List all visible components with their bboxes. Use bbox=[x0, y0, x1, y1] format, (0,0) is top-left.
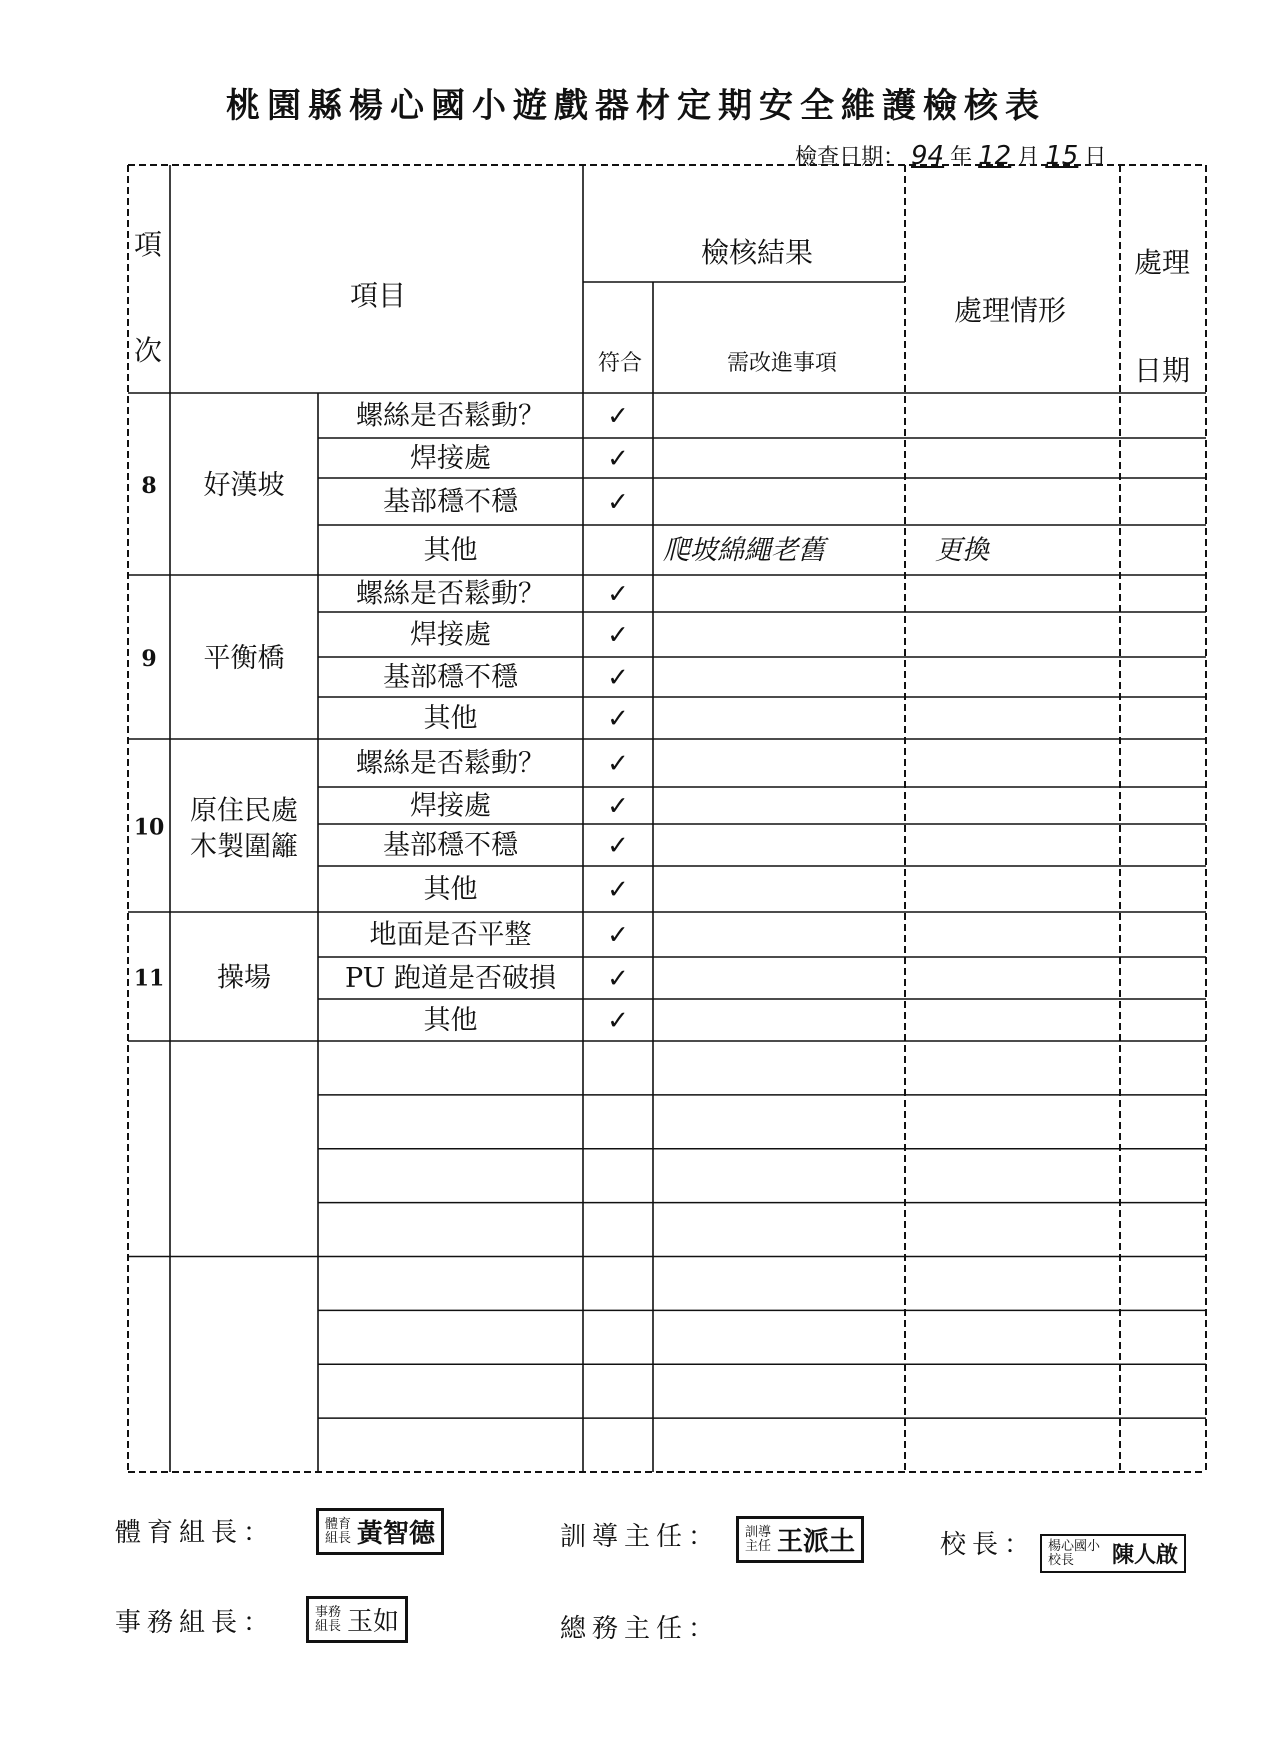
discipline-director-name: 王派土 bbox=[777, 1527, 856, 1557]
check-item-2-0: 螺絲是否鬆動？ bbox=[356, 748, 545, 779]
group-number-1: 9 bbox=[141, 646, 157, 672]
group-name-0: 好漢坡 bbox=[203, 470, 285, 501]
affairs-leader-stamp bbox=[306, 1596, 408, 1643]
pass-mark-1-3: ✓ bbox=[607, 704, 629, 734]
date-day: 15 bbox=[1045, 141, 1079, 171]
pass-mark-2-2: ✓ bbox=[607, 831, 629, 861]
principal-label: 校長： bbox=[940, 1530, 1037, 1560]
general-director-label: 總務主任： bbox=[560, 1614, 721, 1644]
pe-leader-name: 黃智德 bbox=[357, 1519, 436, 1549]
header-handling: 處理情形 bbox=[953, 294, 1067, 327]
pe-leader-label: 體育組長： bbox=[115, 1518, 276, 1548]
affairs-leader-label: 事務組長： bbox=[115, 1608, 276, 1638]
header-improve: 需改進事項 bbox=[726, 351, 838, 376]
check-item-2-2: 基部穩不穩 bbox=[383, 830, 518, 861]
check-item-0-2: 基部穩不穩 bbox=[383, 486, 518, 518]
group-number-0: 8 bbox=[141, 473, 157, 499]
discipline-director-stamp bbox=[736, 1516, 864, 1563]
pass-mark-1-1: ✓ bbox=[607, 620, 629, 651]
group-name-2-line1: 原住民處 bbox=[190, 795, 298, 827]
check-item-1-3: 其他 bbox=[423, 703, 478, 734]
principal-stamp bbox=[1040, 1534, 1186, 1573]
affairs-leader-stamp-title: 事務組長 bbox=[315, 1604, 342, 1634]
header-pass: 符合 bbox=[597, 351, 643, 376]
check-item-2-1: 焊接處 bbox=[410, 790, 491, 822]
date-day-unit: 日 bbox=[1084, 145, 1107, 170]
pass-mark-1-2: ✓ bbox=[607, 663, 629, 693]
discipline-director-stamp-title: 訓導主任 bbox=[745, 1524, 772, 1554]
pe-leader-stamp bbox=[316, 1508, 444, 1555]
pass-mark-3-0: ✓ bbox=[607, 920, 629, 951]
pass-mark-2-3: ✓ bbox=[607, 875, 629, 905]
pass-mark-1-0: ✓ bbox=[607, 579, 629, 610]
group-name-1: 平衡橋 bbox=[203, 643, 285, 674]
date-year-unit: 年 bbox=[950, 145, 973, 170]
check-item-3-2: 其他 bbox=[423, 1005, 478, 1036]
check-item-0-0: 螺絲是否鬆動？ bbox=[356, 400, 545, 432]
check-item-0-1: 焊接處 bbox=[410, 443, 491, 474]
affairs-leader-name: 玉如 bbox=[347, 1607, 400, 1637]
group-name-3: 操場 bbox=[217, 962, 271, 994]
date-year: 94 bbox=[911, 141, 945, 171]
pass-mark-0-2: ✓ bbox=[607, 487, 629, 518]
header-handle-date-2: 日期 bbox=[1133, 354, 1191, 387]
check-item-2-3: 其他 bbox=[423, 874, 478, 905]
date-month: 12 bbox=[978, 141, 1012, 171]
group-number-2: 10 bbox=[133, 814, 165, 841]
form-body bbox=[134, 401, 991, 1037]
header-number-1: 項 bbox=[133, 228, 163, 261]
pass-mark-3-2: ✓ bbox=[607, 1006, 629, 1036]
group-name-2-line2: 木製圍籬 bbox=[190, 831, 298, 863]
header-result: 檢核結果 bbox=[700, 236, 814, 269]
date-month-unit: 月 bbox=[1017, 145, 1040, 170]
check-item-1-0: 螺絲是否鬆動？ bbox=[356, 578, 545, 610]
pass-mark-2-0: ✓ bbox=[607, 749, 629, 779]
group-number-3: 11 bbox=[133, 965, 165, 992]
principal-name: 陳人啟 bbox=[1112, 1542, 1179, 1568]
pass-mark-0-0: ✓ bbox=[607, 401, 629, 432]
check-item-3-0: 地面是否平整 bbox=[369, 919, 532, 951]
check-item-1-2: 基部穩不穩 bbox=[383, 662, 518, 693]
pass-mark-3-1: ✓ bbox=[607, 964, 629, 994]
pass-mark-0-1: ✓ bbox=[607, 444, 629, 474]
check-item-3-1: PU 跑道是否破損 bbox=[344, 963, 557, 994]
date-label: 檢查日期： bbox=[795, 145, 906, 170]
discipline-director-label: 訓導主任： bbox=[560, 1522, 721, 1552]
form-header bbox=[134, 228, 1190, 387]
pe-leader-stamp-title: 體育組長 bbox=[325, 1516, 352, 1546]
check-item-1-1: 焊接處 bbox=[410, 619, 491, 651]
improve-note-0-3: 爬坡綿繩老舊 bbox=[663, 535, 825, 566]
header-number-2: 次 bbox=[133, 334, 163, 367]
header-item: 項目 bbox=[349, 279, 407, 312]
check-item-0-3: 其他 bbox=[423, 535, 478, 566]
page-title: 桃園縣楊心國小遊戲器材定期安全維護檢核表 bbox=[226, 86, 1046, 126]
header-handle-date-1: 處理 bbox=[1133, 246, 1191, 279]
principal-stamp-title: 楊心國小校長 bbox=[1048, 1538, 1101, 1568]
handling-note-0-3: 更換 bbox=[935, 535, 989, 566]
pass-mark-2-1: ✓ bbox=[607, 791, 629, 822]
